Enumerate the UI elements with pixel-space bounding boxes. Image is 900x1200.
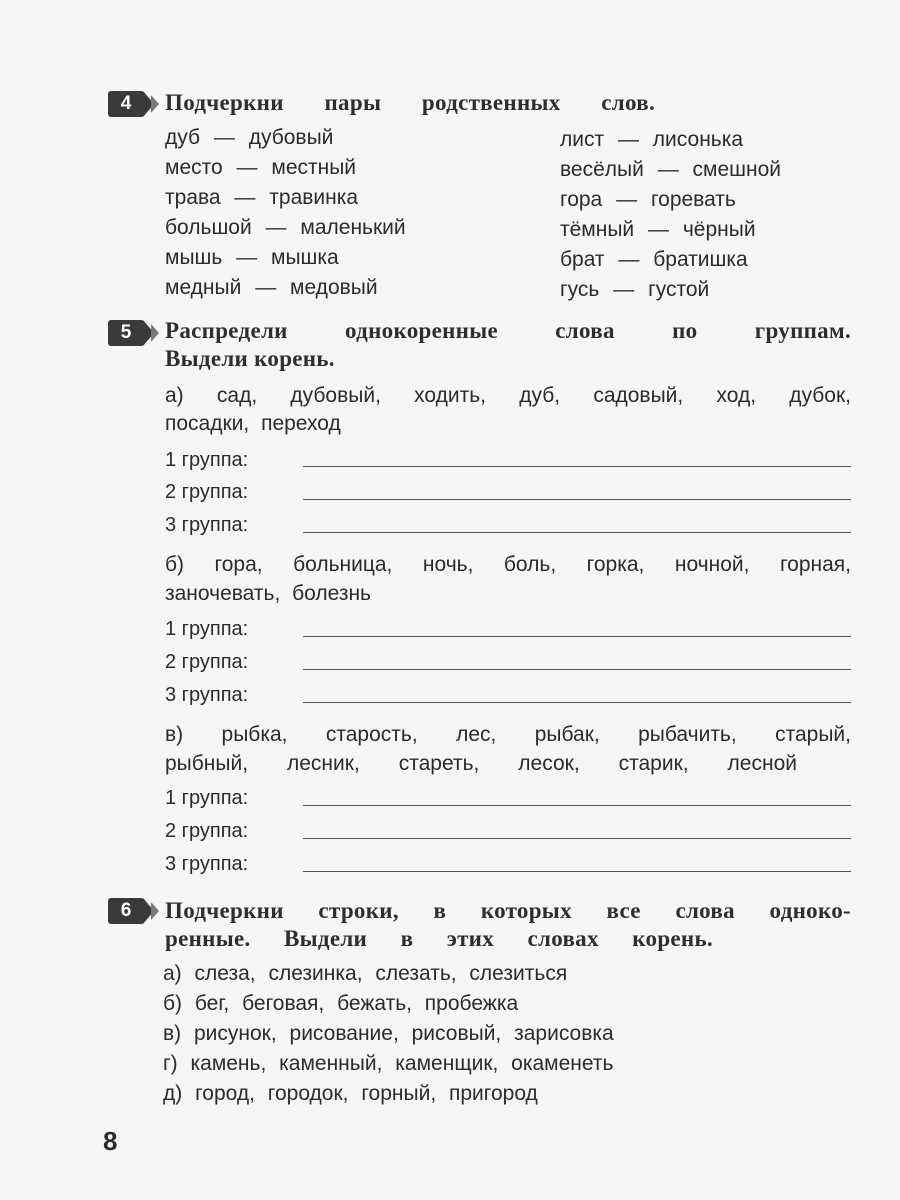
dash: — [236, 156, 258, 179]
word-pair [560, 278, 709, 302]
word: гора [560, 188, 603, 211]
dash: — [648, 218, 669, 241]
group-label: 1 группа: [165, 449, 249, 471]
dash: — [613, 278, 635, 301]
group-label: 2 группа: [165, 651, 249, 673]
word-pair [560, 218, 756, 242]
word: горевать [650, 188, 736, 211]
task-6-badge [108, 898, 160, 924]
dash: — [213, 126, 235, 149]
answer-line[interactable] [303, 532, 851, 533]
dash: — [617, 128, 639, 151]
option-d: г) камень, каменный, каменщик, окаменеть [163, 1052, 614, 1075]
task-5a-line-1: а) сад, дубовый, ходить, дуб, садовый, ход, дубок, [165, 384, 851, 407]
word: маленький [300, 216, 406, 239]
dash: — [234, 186, 256, 209]
group-label: 1 группа: [165, 618, 249, 640]
option-c: в) рисунок, рисование, рисовый, зарисовка [163, 1022, 614, 1045]
task-6-title-line-1: Подчеркни строки, в которых все слова одноко- [165, 898, 851, 923]
chevron-icon [151, 902, 159, 920]
answer-line[interactable] [303, 702, 851, 703]
word: травинка [269, 186, 359, 209]
word-pair [165, 186, 358, 210]
word-pair [560, 158, 781, 182]
task-5b-line-2: заночевать, болезнь [165, 582, 371, 605]
word: большой [165, 216, 252, 239]
word: тёмный [560, 218, 635, 241]
dash: — [265, 216, 287, 239]
answer-line[interactable] [303, 838, 851, 839]
task-number: 4 [108, 91, 144, 117]
task-5-badge [108, 320, 160, 346]
word-pair [165, 126, 333, 150]
task-number: 6 [108, 898, 144, 924]
answer-line[interactable] [303, 466, 851, 467]
task-5-title-line-2: Выдели корень. [165, 346, 335, 371]
word: густой [648, 278, 710, 301]
task-4-title: Подчеркни пары родственных слов. [165, 90, 655, 115]
answer-line[interactable] [303, 499, 851, 500]
word: смешной [692, 158, 782, 181]
word: дубовый [248, 126, 334, 149]
word: дуб [165, 126, 201, 149]
word-pair [560, 188, 736, 212]
word-pair [165, 216, 406, 240]
group-label: 3 группа: [165, 853, 249, 875]
group-label: 3 группа: [165, 514, 249, 536]
group-label: 2 группа: [165, 481, 249, 503]
dash: — [616, 188, 638, 211]
group-label: 1 группа: [165, 787, 249, 809]
word: трава [165, 186, 221, 209]
task-5c-line-2: рыбный, лесник, стареть, лесок, старик, лесной [165, 752, 797, 775]
dash: — [618, 248, 640, 271]
option-a: а) слеза, слезинка, слезать, слезиться [163, 962, 568, 985]
word: медный [165, 276, 242, 299]
word-pair [165, 156, 356, 180]
task-4-badge [108, 91, 160, 117]
chevron-icon [151, 324, 159, 342]
dash: — [255, 276, 277, 299]
word: весёлый [560, 158, 644, 181]
word: медовый [290, 276, 378, 299]
group-label: 2 группа: [165, 820, 249, 842]
task-5a-line-2: посадки, переход [165, 412, 341, 435]
word: лисонька [652, 128, 744, 151]
word-pair [165, 246, 339, 270]
task-5c-line-1: в) рыбка, старость, лес, рыбак, рыбачить, старый, [165, 723, 851, 746]
word: мышка [271, 246, 339, 269]
word: место [165, 156, 223, 179]
task-5b-line-1: б) гора, больница, ночь, боль, горка, ночной, горная, [165, 553, 851, 576]
word: лист [560, 128, 605, 151]
option-e: д) город, городок, горный, пригород [163, 1082, 538, 1105]
word-pair [165, 276, 378, 300]
word-pair [560, 128, 743, 152]
word: мышь [165, 246, 223, 269]
dash: — [657, 158, 679, 181]
task-number: 5 [108, 320, 144, 346]
chevron-icon [151, 95, 159, 113]
answer-line[interactable] [303, 636, 851, 637]
option-b: б) бег, беговая, бежать, пробежка [163, 992, 519, 1015]
answer-line[interactable] [303, 669, 851, 670]
word: брат [560, 248, 605, 271]
group-label: 3 группа: [165, 684, 249, 706]
answer-line[interactable] [303, 805, 851, 806]
word: чёрный [682, 218, 756, 241]
task-5-title-line-1: Распредели однокоренные слова по группам. [165, 318, 851, 343]
dash: — [236, 246, 258, 269]
word-pair [560, 248, 748, 272]
page-number: 8 [103, 1126, 118, 1156]
task-6-title-line-2: ренные. Выдели в этих словах корень. [165, 926, 713, 951]
word: местный [271, 156, 357, 179]
word: гусь [560, 278, 600, 301]
word: братишка [653, 248, 748, 271]
answer-line[interactable] [303, 871, 851, 872]
